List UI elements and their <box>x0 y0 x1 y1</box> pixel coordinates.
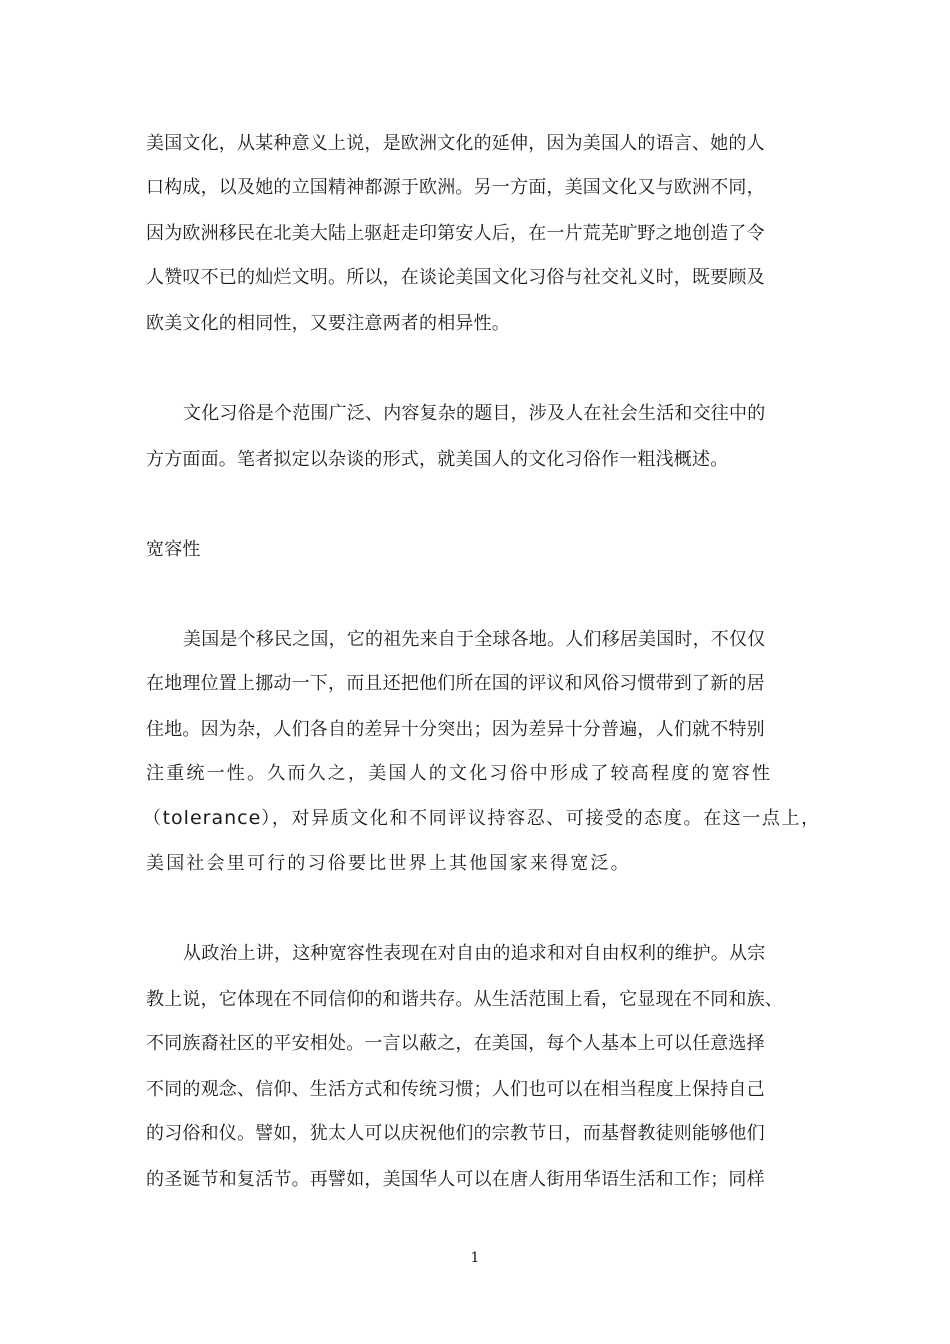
paragraph-line: 美国文化，从某种意义上说，是欧洲文化的延伸，因为美国人的语言、她的人 <box>146 133 765 154</box>
paragraph-line: 的习俗和仪。譬如，犹太人可以庆祝他们的宗教节日，而基督教徒则能够他们 <box>146 1123 765 1144</box>
paragraph-line: 人赞叹不已的灿烂文明。所以，在谈论美国文化习俗与社交礼义时，既要顾及 <box>146 267 765 288</box>
paragraph-line: 从政治上讲，这种宽容性表现在对自由的追求和对自由权利的维护。从宗 <box>183 943 766 964</box>
paragraph-line-rest: ），对异质文化和不同评议持容忍、可接受的态度。在这一点上， <box>261 808 821 829</box>
paragraph-line: 的圣诞节和复活节。再譬如，美国华人可以在唐人街用华语生活和工作；同样 <box>146 1169 765 1190</box>
paragraph-line: 教上说，它体现在不同信仰的和谐共存。从生活范围上看，它显现在不同和族、 <box>146 989 783 1010</box>
paragraph-line: 文化习俗是个范围广泛、内容复杂的题目，涉及人在社会生活和交往中的 <box>183 403 766 424</box>
paragraph-line-with-term <box>143 806 863 831</box>
paragraph-line: 住地。因为杂，人们各自的差异十分突出；因为差异十分普遍，人们就不特别 <box>146 719 765 740</box>
paragraph-line: 欧美文化的相同性，又要注意两者的相异性。 <box>146 313 510 334</box>
paragraph-line: 不同族裔社区的平安相处。一言以蔽之，在美国，每个人基本上可以任意选择 <box>146 1033 765 1054</box>
paragraph-line: 注重统一性。久而久之，美国人的文化习俗中形成了较高程度的宽容性 <box>146 763 773 784</box>
paragraph-line: 不同的观念、信仰、生活方式和传统习惯；人们也可以在相当程度上保持自己 <box>146 1079 765 1100</box>
section-heading: 宽容性 <box>146 539 201 560</box>
paragraph-line: 美国社会里可行的习俗要比世界上其他国家来得宽泛。 <box>146 853 631 874</box>
open-paren: （ <box>143 808 163 829</box>
paragraph-line: 在地理位置上挪动一下，而且还把他们所在国的评议和风俗习惯带到了新的居 <box>146 673 765 694</box>
paragraph-line: 因为欧洲移民在北美大陆上驱赶走印第安人后，在一片荒芜旷野之地创造了令 <box>146 223 765 244</box>
english-term: tolerance <box>162 807 262 829</box>
paragraph-line: 方方面面。笔者拟定以杂谈的形式，就美国人的文化习俗作一粗浅概述。 <box>146 449 729 470</box>
paragraph-line: 美国是个移民之国，它的祖先来自于全球各地。人们移居美国时，不仅仅 <box>183 629 766 650</box>
paragraph-line: 口构成，以及她的立国精神都源于欧洲。另一方面，美国文化又与欧洲不同， <box>146 177 765 198</box>
page-number: 1 <box>470 1250 480 1266</box>
